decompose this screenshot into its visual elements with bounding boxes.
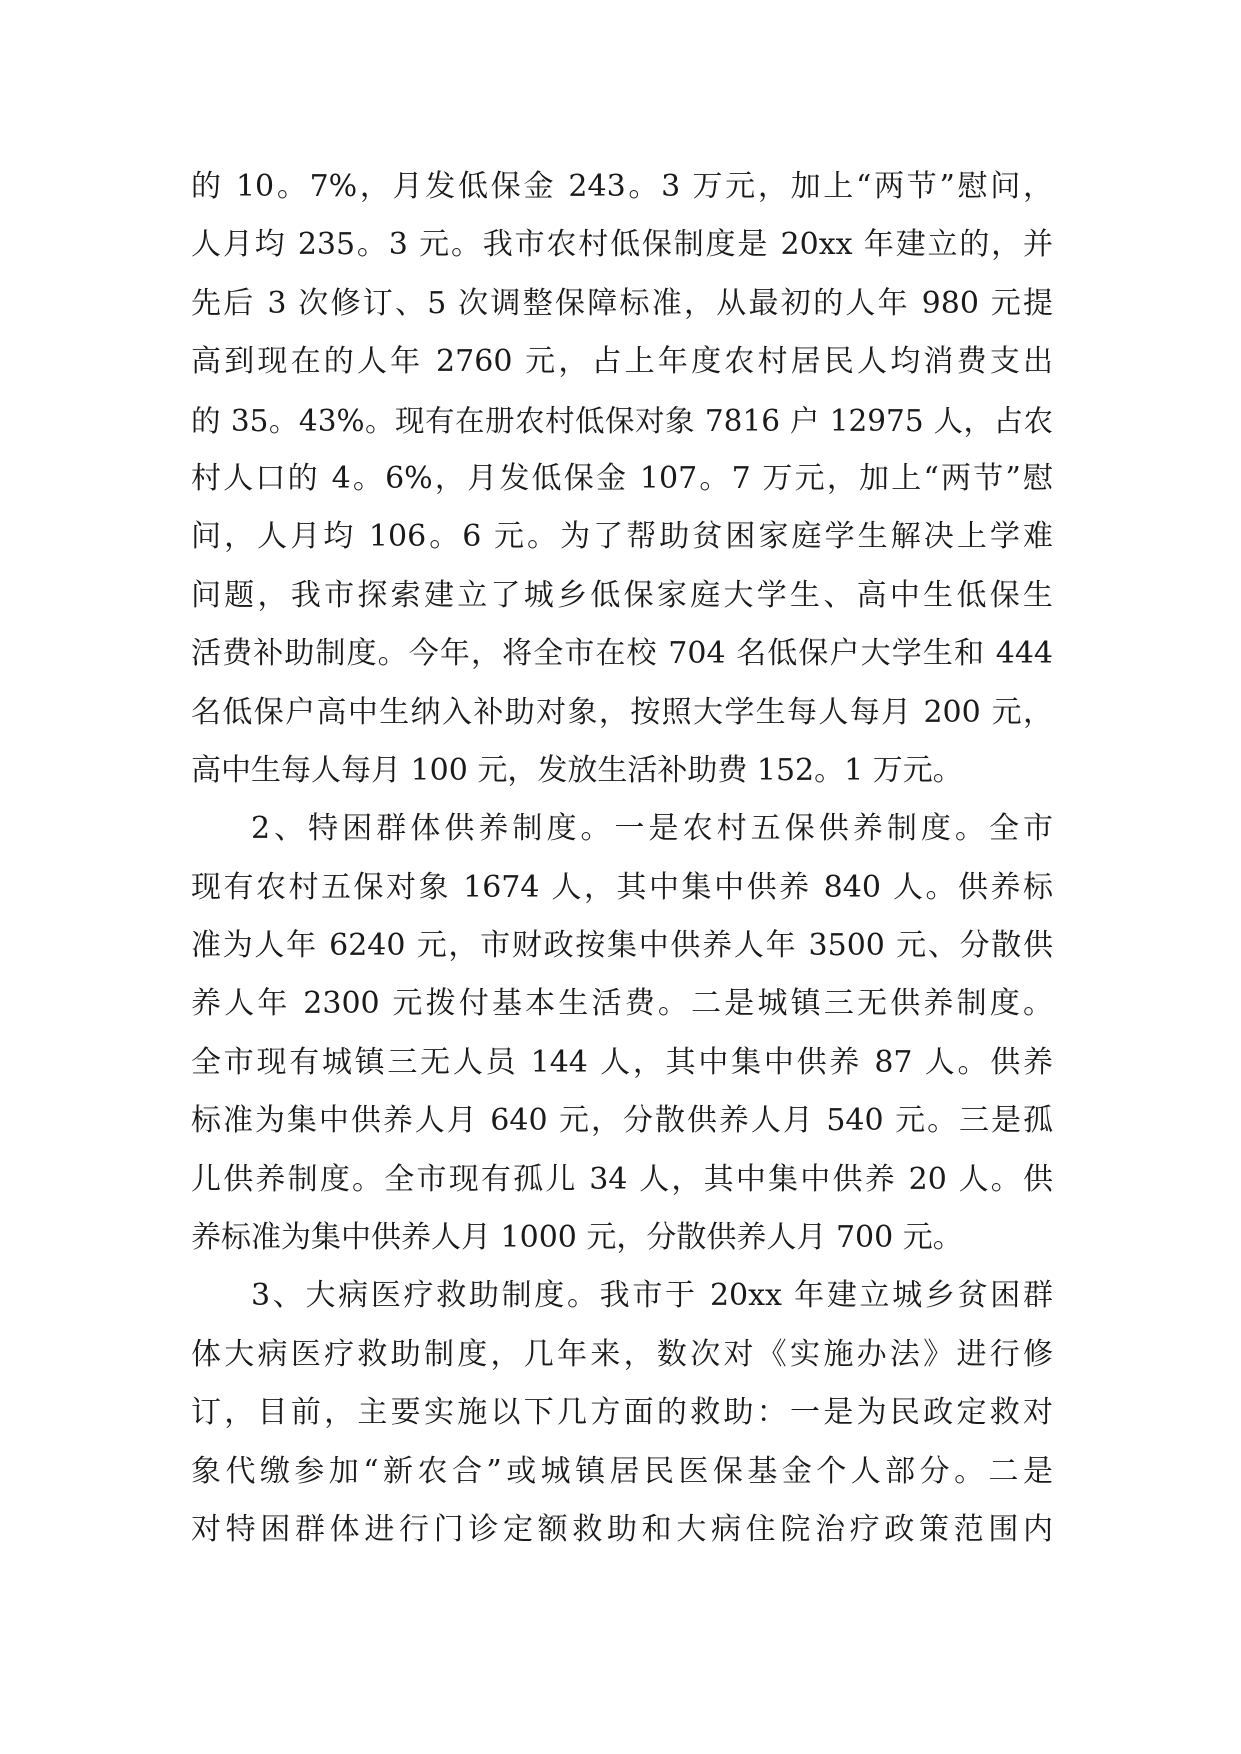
text-line: 儿供养制度。全市现有孤儿 34 人，其中集中供养 20 人。供 (191, 1161, 1053, 1197)
paragraph-end-line: 养标准为集中供养人月 1000 元，分散供养人月 700 元。 (191, 1220, 963, 1256)
paragraph-start-line: 2、特困群体供养制度。一是农村五保供养制度。全市 (251, 811, 1053, 847)
text-line: 全市现有城镇三无人员 144 人，其中集中供养 87 人。供养 (191, 1044, 1053, 1080)
paragraph-end-line: 高中生每人每月 100 元，发放生活补助费 152。1 万元。 (191, 752, 963, 788)
document-body (191, 158, 1053, 1559)
text-line: 准为人年 6240 元，市财政按集中供养人年 3500 元、分散供 (191, 928, 1053, 964)
text-line: 标准为集中供养人月 640 元，分散供养人月 540 元。三是孤 (191, 1103, 1053, 1139)
text-line: 村人口的 4。6%，月发低保金 107。7 万元，加上“两节”慰 (191, 460, 1053, 496)
text-line: 的 10。7%，月发低保金 243。3 万元，加上“两节”慰问， (191, 169, 1053, 204)
text-line: 先后 3 次修订、5 次调整保障标准，从最初的人年 980 元提 (191, 285, 1053, 321)
text-line: 的 35。43%。现有在册农村低保对象 7816 户 12975 人，占农 (191, 403, 1053, 438)
text-line: 订，目前，主要实施以下几方面的救助：一是为民政定救对 (191, 1395, 1053, 1431)
text-line: 人月均 235。3 元。我市农村低保制度是 20xx 年建立的，并 (191, 227, 1053, 263)
paragraph-start-line: 3、大病医疗救助制度。我市于 20xx 年建立城乡贫困群 (251, 1278, 1053, 1314)
text-line: 象代缴参加“新农合”或城镇居民医保基金个人部分。二是 (191, 1453, 1053, 1489)
text-line: 高到现在的人年 2760 元，占上年度农村居民人均消费支出 (191, 344, 1053, 380)
text-line: 体大病医疗救助制度，几年来，数次对《实施办法》进行修 (191, 1336, 1053, 1372)
text-line: 问，人月均 106。6 元。为了帮助贫困家庭学生解决上学难 (191, 519, 1053, 555)
text-line: 养人年 2300 元拨付基本生活费。二是城镇三无供养制度。 (191, 986, 1053, 1022)
text-line: 活费补助制度。今年，将全市在校 704 名低保户大学生和 444 (191, 636, 1053, 672)
text-line: 对特困群体进行门诊定额救助和大病住院治疗政策范围内 (191, 1511, 1053, 1547)
text-line: 名低保户高中生纳入补助对象，按照大学生每人每月 200 元， (191, 694, 1053, 730)
text-line: 现有农村五保对象 1674 人，其中集中供养 840 人。供养标 (191, 869, 1053, 905)
text-line: 问题，我市探索建立了城乡低保家庭大学生、高中生低保生 (191, 577, 1053, 613)
